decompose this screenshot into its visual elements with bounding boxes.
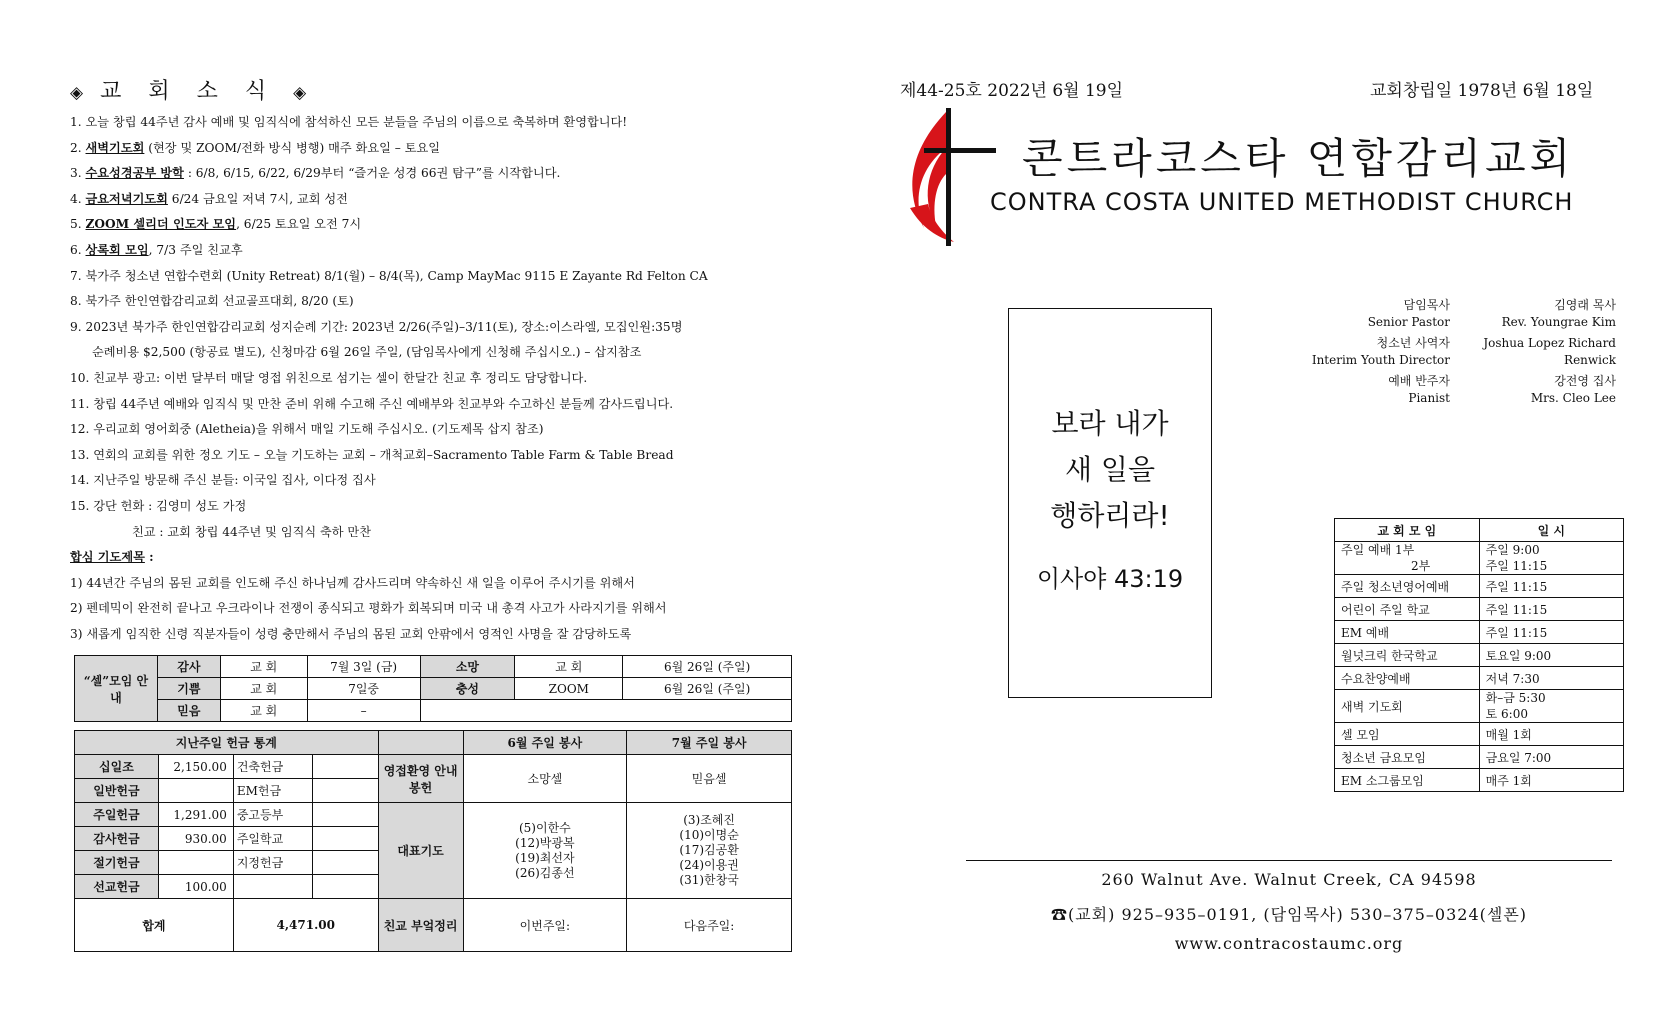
news-item: 10. 친교부 광고: 이번 달부터 매달 영접 위친으로 섬기는 셀이 한달간 친교 후 정리도 담당합니다. [70,370,588,385]
prayer-leader: (31)한창국 [679,873,739,887]
offering-amount: 930.00 [158,827,233,851]
offering-amount [158,779,233,803]
news-text: 7. 북가주 청소년 연합수련회 (Unity Retreat) 8/1(월) – 8/4(목), Camp MayMac 9115 E Zayante Rd Felton CA [70,268,708,283]
offering-amount2 [312,779,378,803]
verse-line: 새 일을 [1064,453,1156,486]
schedule-time: 주일 11:15 [1479,621,1623,644]
verse-box [1008,308,1212,698]
news-text: 2. [70,140,86,155]
schedule-time: 금요일 7:00 [1479,746,1623,769]
prayer-leader: (12)박광복 [515,835,575,850]
news-text: : 6/8, 6/15, 6/22, 6/29부터 “즐거운 성경 66권 탐구”를 시작합니다. [183,166,561,181]
offering-label2: 중고등부 [233,803,312,827]
staff-names [1456,297,1616,407]
staff-role-kr: 담임목사 [1403,298,1450,312]
news-item [70,264,810,290]
cell-name: 감사 [157,656,220,678]
news-text: 8. 북가주 한인연합감리교회 선교골프대회, 8/20 (토) [70,294,354,309]
offering-label2: 건축헌금 [233,755,312,779]
staff-name-kr: 강전영 집사 [1554,374,1616,388]
offering-label: 선교헌금 [75,875,159,899]
cell-meeting-table [74,655,792,722]
prayer-item: 1) 44년간 주님의 몸된 교회를 인도해 주신 하나님께 감사드리며 약속하신 새 일을 이루어 주시기를 위해서 [70,575,635,590]
prayer-july [627,803,792,899]
schedule-name-line: 주일 예배 1부 [1341,543,1415,557]
church-website[interactable]: www.contracostaumc.org [1174,934,1404,953]
prayer-title-text: 합심 기도제목 [70,550,145,565]
news-highlight: 금요저녁기도회 [85,191,168,206]
news-highlight: ZOOM 셀리더 인도자 모임 [85,217,237,232]
offering-label: 일반헌금 [75,779,159,803]
news-text: 1. 오늘 창립 44주년 감사 예배 및 임직식에 참석하신 모든 분들을 주님의 이름으로 축복하며 환영합니다! [70,115,628,129]
cell-place: ZOOM [515,678,623,700]
news-item [70,187,810,213]
prayer-leader: (24)이용권 [679,858,739,872]
staff-roles [1260,297,1450,407]
cell-place: 교 회 [220,700,307,722]
news-text: , 7/3 주일 친교후 [148,242,243,257]
prayer-leader: (17)김공환 [679,843,739,857]
fellowship-label: 친교 부엌정리 [378,899,463,952]
schedule-time [1479,542,1623,575]
news-item: 11. 창립 44주년 예배와 임직식 및 만찬 준비 위해 수고해 주신 예배부와 친교부와 수고하신 분들께 감사드립니다. [70,396,674,411]
cell-place: 교 회 [515,656,623,678]
founding-date: 교회창립일 1978년 6월 18일 [1370,81,1594,101]
welcome-june: 소망셀 [463,755,627,803]
news-highlight: 새벽기도회 [85,140,145,155]
staff-role-en: Senior Pastor [1367,315,1450,329]
schedule-name: EM 예배 [1335,621,1480,644]
offering-label2: EM헌금 [233,779,312,803]
news-item: 13. 연회의 교회를 위한 정오 기도 – 오늘 기도하는 교회 – 개척교회–Sacramento Table Farm & Table Bread [70,447,674,462]
divider [966,860,1612,861]
cell-name: 기쁨 [157,678,220,700]
church-name-english: CONTRA COSTA UNITED METHODIST CHURCH [990,188,1574,216]
issue-number: 제44-25호 2022년 6월 19일 [900,81,1124,101]
prayer-leader: (5)이한수 [518,820,571,835]
schedule-time: 주일 11:15 [1479,575,1623,598]
staff-role-kr: 예배 반주자 [1388,374,1450,388]
schedule-name: 수요찬양예배 [1335,667,1480,690]
cell-place: 교 회 [220,656,307,678]
cell-empty [420,700,791,722]
verse-reference: 이사야 43:19 [1036,565,1184,593]
schedule-header: 교 회 모 임 [1335,519,1480,542]
offering-label: 절기헌금 [75,851,159,875]
news-item [70,238,810,264]
fellowship-july: 다음주일: [627,899,792,952]
cell-meeting-label: “셀”모임 안내 [75,656,158,722]
news-text: (현장 및 ZOOM/전화 방식 병행) 매주 화요일 – 토요일 [144,140,441,155]
offering-label: 감사헌금 [75,827,159,851]
prayer-leader: (26)김종선 [515,865,575,880]
church-address: 260 Walnut Ave. Walnut Creek, CA 94598 [1101,870,1477,889]
news-item [70,289,810,315]
news-item: 15. 강단 헌화 : 김영미 성도 가정 [70,498,247,513]
news-item-continued: 순례비용 $2,500 (항공료 별도), 신청마감 6월 26일 주일, (담임목사에게 신청해 주십시오.) – 삽지참조 [92,345,642,360]
welcome-july: 믿음셀 [627,755,792,803]
staff-name-en: Renwick [1564,353,1616,367]
schedule-name-line: 2부 [1411,559,1431,573]
schedule-name: 새벽 기도회 [1335,690,1480,723]
news-item: 14. 지난주일 방문해 주신 분들: 이국일 집사, 이다정 집사 [70,473,376,488]
june-service-header: 6월 주일 봉사 [463,731,627,755]
schedule-time: 매주 1회 [1479,769,1623,792]
schedule-time: 주일 11:15 [1479,598,1623,621]
cell-name: 믿음 [157,700,220,722]
schedule-name: 어린이 주일 학교 [1335,598,1480,621]
offering-amount2 [312,875,378,899]
offering-label2: 주일학교 [233,827,312,851]
schedule-time: 토요일 9:00 [1479,644,1623,667]
prayer-title-colon: : [144,550,154,565]
prayer-item: 3) 새롭게 임직한 신령 직분자들이 성령 충만해서 주님의 몸된 교회 안팎에서 영적인 사명을 잘 감당하도록 [70,626,632,641]
schedule-time-line: 화–금 5:30 [1485,691,1546,705]
news-text: 5. [70,217,86,232]
news-item [70,136,810,162]
cell-date: – [307,700,420,722]
welcome-label: 영접환영 안내봉헌 [378,755,463,803]
prayer-title [70,545,810,571]
news-text: , 6/25 토요일 오전 7시 [236,217,362,232]
news-highlight: 수요성경공부 방학 [85,166,184,181]
schedule-name: 셀 모임 [1335,723,1480,746]
cell-date: 7일중 [307,678,420,700]
schedule-time: 매월 1회 [1479,723,1623,746]
prayer-label: 대표기도 [378,803,463,899]
prayer-item: 2) 펜데믹이 완전히 끝나고 우크라이나 전쟁이 종식되고 평화가 회복되며 미국 내 총격 사고가 사라지기를 위해서 [70,601,667,616]
staff-name-en: Rev. Youngrae Kim [1501,315,1616,329]
diamond-icon: ◈ [70,83,84,103]
offering-amount2 [312,827,378,851]
offering-table [74,730,792,952]
prayer-leader: (3)조혜진 [683,813,735,827]
offering-label2 [233,875,312,899]
news-text: 4. [70,191,86,206]
schedule-header: 일 시 [1479,519,1623,542]
news-item [70,212,810,238]
service-corner [378,731,463,755]
schedule-name: EM 소그룹모임 [1335,769,1480,792]
news-text: 3. [70,166,86,181]
news-item [70,161,810,187]
news-item-continued: 친교 : 교회 창립 44주년 및 임직식 축하 만찬 [132,524,371,539]
offering-amount [158,851,233,875]
staff-role-kr: 청소년 사역자 [1376,336,1450,350]
news-title [70,74,306,105]
offering-amount: 1,291.00 [158,803,233,827]
verse-line: 보라 내가 [1051,407,1169,440]
schedule-time: 저녁 7:30 [1479,667,1623,690]
church-phone [966,902,1612,925]
schedule-time-line: 토 6:00 [1485,707,1528,721]
prayer-leader: (10)이명순 [679,828,739,842]
cell-date: 6월 26일 (주일) [623,678,792,700]
schedule-name: 청소년 금요모임 [1335,746,1480,769]
offering-amount2 [312,851,378,875]
schedule-name [1335,542,1480,575]
fellowship-june: 이번주일: [463,899,627,952]
cell-place: 교 회 [220,678,307,700]
prayer-june [463,803,627,899]
staff-name-kr: 김영래 목사 [1554,298,1616,312]
staff-role-en: Pianist [1408,391,1450,405]
verse-line: 행하리라! [1050,499,1170,532]
offering-amount: 2,150.00 [158,755,233,779]
cell-name: 소망 [420,656,515,678]
cell-date: 6월 26일 (주일) [623,656,792,678]
prayer-leader: (19)최선자 [515,850,575,865]
staff-name-en: Mrs. Cleo Lee [1530,391,1616,405]
total-label: 합계 [75,899,234,952]
schedule-time-line: 주일 11:15 [1485,559,1548,573]
schedule-name: 월넛크릭 한국학교 [1335,644,1480,667]
offering-amount: 100.00 [158,875,233,899]
cross-vertical [946,108,951,246]
offering-label: 십일조 [75,755,159,779]
news-item [70,315,810,341]
cell-date: 7월 3일 (금) [307,656,420,678]
phone-icon: ☎ [1050,905,1068,924]
offering-amount2 [312,803,378,827]
offering-label2: 지정헌금 [233,851,312,875]
schedule-time [1479,690,1623,723]
cross-and-flame-logo [902,108,998,246]
schedule-name: 주일 청소년영어예배 [1335,575,1480,598]
news-text: 6. [70,242,86,257]
cell-name: 충성 [420,678,515,700]
offering-amount2 [312,755,378,779]
total-value: 4,471.00 [233,899,378,952]
diamond-icon: ◈ [293,83,307,103]
news-highlight: 상록회 모임 [85,242,149,257]
news-title-text: 교 회 소 식 [100,79,277,104]
phone-text: (교회) 925–935–0191, (담임목사) 530–375–0324(셀폰) [1067,905,1528,924]
news-text: 6/24 금요일 저녁 7시, 교회 성전 [167,191,348,206]
offering-label: 주일헌금 [75,803,159,827]
cross-horizontal [924,148,996,153]
news-item: 12. 우리교회 영어회중 (Aletheia)을 위해서 매일 기도해 주십시오. (기도제목 삽지 참조) [70,422,544,437]
church-name-korean: 콘트라코스타 연합감리교회 [1022,134,1575,183]
news-list [70,110,810,647]
staff-name-kr: Joshua Lopez Richard [1483,336,1616,350]
offering-header: 지난주일 헌금 통계 [75,731,379,755]
july-service-header: 7월 주일 봉사 [627,731,792,755]
news-item [70,110,810,136]
schedule-time-line: 주일 9:00 [1485,543,1540,557]
schedule-table [1334,518,1624,792]
staff-role-en: Interim Youth Director [1311,353,1450,367]
news-text: 9. 2023년 북가주 한인연합감리교회 성지순례 기간: 2023년 2/26(주일)–3/11(토), 장소:이스라엘, 모집인원:35명 [70,319,683,334]
